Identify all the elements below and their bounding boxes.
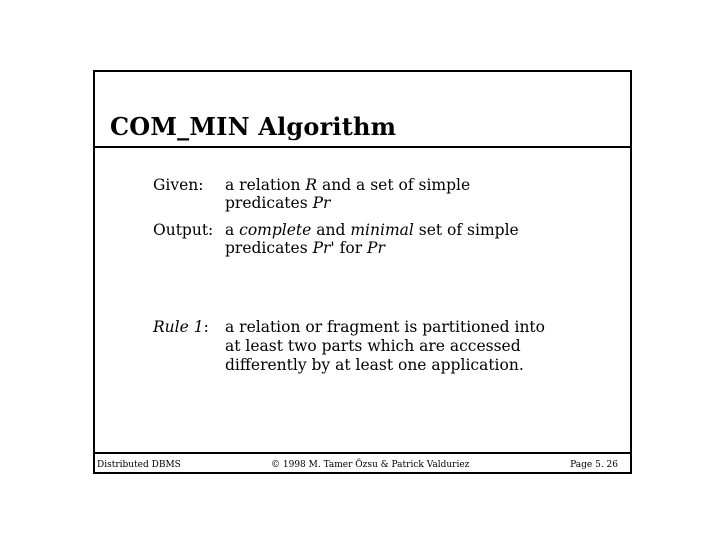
output-text: predicates <box>225 239 313 257</box>
output-text: and <box>311 221 351 239</box>
complete-term: complete <box>239 221 312 239</box>
pr-var: Pr <box>367 239 385 257</box>
rule1-line-2: at least two parts which are accessed <box>225 337 521 355</box>
pr-prime-var: Pr' <box>312 239 335 257</box>
rule1-line-3: differently by at least one application. <box>225 356 524 374</box>
given-line-1 <box>225 176 470 194</box>
slide <box>93 70 632 474</box>
rule1-colon: : <box>203 318 209 336</box>
predicates-var: Pr <box>312 194 331 212</box>
rule1-label-text: Rule 1 <box>153 318 204 336</box>
rule1-line-1: a relation or fragment is partitioned into <box>225 318 545 336</box>
relation-var: R <box>305 176 318 194</box>
footer-divider <box>95 452 630 454</box>
output-text: a <box>225 221 240 239</box>
output-line-1 <box>225 221 519 239</box>
given-line-2 <box>225 194 330 212</box>
footer-course: Distributed DBMS <box>97 460 181 470</box>
given-text: and a set of simple <box>317 176 471 194</box>
rule1-label <box>153 318 209 336</box>
output-text: for <box>334 239 368 257</box>
given-label: Given: <box>153 176 204 194</box>
footer-copyright: © 1998 M. Tamer Özsu & Patrick Valduriez <box>271 460 470 470</box>
given-text: a relation <box>225 176 306 194</box>
footer-page-number: Page 5. 26 <box>570 460 618 470</box>
output-text: set of simple <box>413 221 519 239</box>
output-line-2 <box>225 239 385 257</box>
minimal-term: minimal <box>350 221 414 239</box>
given-text: predicates <box>225 194 313 212</box>
title-divider <box>95 146 630 148</box>
output-label: Output: <box>153 221 214 239</box>
slide-title: COM_MIN Algorithm <box>110 112 397 141</box>
